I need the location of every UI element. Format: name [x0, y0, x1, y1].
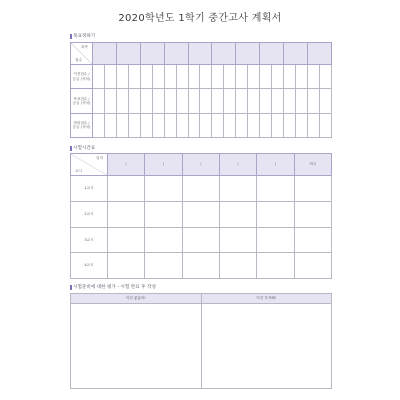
goal-corner-score: 점수: [75, 57, 82, 62]
date-header-cell[interactable]: /: [257, 154, 294, 176]
exam-cell[interactable]: [219, 176, 256, 202]
improve-notes-area[interactable]: [201, 304, 332, 389]
score-cell[interactable]: [284, 113, 296, 137]
score-cell[interactable]: [116, 65, 128, 89]
note-cell[interactable]: [294, 201, 331, 227]
exam-cell[interactable]: [108, 176, 145, 202]
rank-cell[interactable]: [152, 113, 164, 137]
rank-cell[interactable]: [295, 113, 307, 137]
rank-cell[interactable]: [176, 113, 188, 137]
goal-table: [70, 42, 332, 138]
rank-cell[interactable]: [104, 113, 116, 137]
exam-cell[interactable]: [257, 253, 294, 279]
score-cell[interactable]: [93, 89, 105, 113]
rank-cell[interactable]: [224, 113, 236, 137]
subject-header-cell[interactable]: [93, 43, 117, 65]
exam-cell[interactable]: [108, 253, 145, 279]
exam-cell[interactable]: [108, 227, 145, 253]
exam-cell[interactable]: [108, 201, 145, 227]
date-header-cell[interactable]: /: [182, 154, 219, 176]
schedule-corner-date: 일자: [96, 156, 103, 160]
rank-cell[interactable]: [248, 113, 260, 137]
section-marker-icon: [70, 146, 72, 151]
goal-row-label: 목표점수 / 등급 (석차): [71, 89, 93, 113]
subject-header-cell[interactable]: [212, 43, 236, 65]
score-cell[interactable]: [307, 65, 319, 89]
subject-header-cell[interactable]: [307, 43, 331, 65]
good-notes-area[interactable]: [71, 304, 202, 389]
rank-cell[interactable]: [152, 65, 164, 89]
score-cell[interactable]: [307, 89, 319, 113]
rank-cell[interactable]: [224, 89, 236, 113]
rank-cell[interactable]: [200, 89, 212, 113]
rank-cell[interactable]: [128, 113, 140, 137]
goal-section-title: 목표정하기: [73, 34, 96, 39]
exam-cell[interactable]: [182, 176, 219, 202]
rank-cell[interactable]: [248, 89, 260, 113]
score-cell[interactable]: [164, 65, 176, 89]
score-cell[interactable]: [260, 89, 272, 113]
exam-cell[interactable]: [219, 201, 256, 227]
goal-row-previous: [71, 65, 332, 89]
rank-cell[interactable]: [176, 65, 188, 89]
score-cell[interactable]: [260, 65, 272, 89]
section-marker-icon: [70, 34, 72, 39]
subject-header-cell[interactable]: [260, 43, 284, 65]
score-cell[interactable]: [212, 113, 224, 137]
exam-cell[interactable]: [145, 201, 182, 227]
score-cell[interactable]: [284, 89, 296, 113]
score-cell[interactable]: [212, 89, 224, 113]
score-cell[interactable]: [284, 65, 296, 89]
score-cell[interactable]: [140, 65, 152, 89]
schedule-section-title: 시험시간표: [73, 146, 96, 151]
review-table: [70, 293, 332, 389]
score-cell[interactable]: [93, 113, 105, 137]
rank-cell[interactable]: [200, 113, 212, 137]
goal-row-label: 이전점수 / 등급 (석차): [71, 65, 93, 89]
score-cell[interactable]: [236, 113, 248, 137]
goal-section-heading: [70, 33, 95, 39]
exam-cell[interactable]: [182, 253, 219, 279]
score-cell[interactable]: [116, 113, 128, 137]
rank-cell[interactable]: [295, 65, 307, 89]
score-cell[interactable]: [140, 89, 152, 113]
exam-cell[interactable]: [219, 253, 256, 279]
period-label: 3교시: [71, 227, 108, 253]
schedule-row: [71, 253, 332, 279]
period-label: 2교시: [71, 201, 108, 227]
subject-header-cell[interactable]: [140, 43, 164, 65]
schedule-section-heading: [70, 145, 95, 151]
exam-cell[interactable]: [145, 227, 182, 253]
review-section-title: 시험준비에 대한 평가 - 시험 완료 후 작성: [73, 285, 156, 290]
schedule-corner-period: 교시: [75, 168, 82, 173]
rank-cell[interactable]: [319, 89, 331, 113]
exam-cell[interactable]: [182, 227, 219, 253]
exam-cell[interactable]: [145, 253, 182, 279]
improve-header: 이건 부족해!: [201, 294, 332, 304]
exam-cell[interactable]: [182, 201, 219, 227]
score-cell[interactable]: [307, 113, 319, 137]
exam-cell[interactable]: [257, 227, 294, 253]
score-cell[interactable]: [140, 113, 152, 137]
rank-cell[interactable]: [319, 113, 331, 137]
score-cell[interactable]: [236, 89, 248, 113]
score-cell[interactable]: [236, 65, 248, 89]
goal-row-target: [71, 89, 332, 113]
schedule-row: [71, 227, 332, 253]
note-cell[interactable]: [294, 176, 331, 202]
score-cell[interactable]: [164, 89, 176, 113]
exam-cell[interactable]: [257, 201, 294, 227]
period-label: 4교시: [71, 253, 108, 279]
subject-header-cell[interactable]: [164, 43, 188, 65]
subject-header-cell[interactable]: [284, 43, 308, 65]
date-header-cell[interactable]: /: [108, 154, 145, 176]
rank-cell[interactable]: [295, 89, 307, 113]
exam-cell[interactable]: [145, 176, 182, 202]
page-title: 2020학년도 1학기 중간고사 계획서: [118, 13, 282, 24]
goal-row-label: 변화점수 / 등급 (석차): [71, 113, 93, 137]
rank-cell[interactable]: [104, 89, 116, 113]
rank-cell[interactable]: [272, 89, 284, 113]
rank-cell[interactable]: [272, 113, 284, 137]
good-header: 이건 좋았어!: [71, 294, 202, 304]
exam-cell[interactable]: [257, 176, 294, 202]
rank-cell[interactable]: [272, 65, 284, 89]
schedule-corner-cell: [71, 154, 108, 176]
score-cell[interactable]: [260, 113, 272, 137]
subject-header-cell[interactable]: [188, 43, 212, 65]
subject-header-cell[interactable]: [236, 43, 260, 65]
score-cell[interactable]: [93, 65, 105, 89]
rank-cell[interactable]: [319, 65, 331, 89]
schedule-row: [71, 201, 332, 227]
subject-header-cell[interactable]: [116, 43, 140, 65]
schedule-table: [70, 153, 332, 279]
score-cell[interactable]: [188, 113, 200, 137]
section-marker-icon: [70, 285, 72, 290]
period-label: 1교시: [71, 176, 108, 202]
rank-cell[interactable]: [248, 65, 260, 89]
score-cell[interactable]: [212, 65, 224, 89]
review-section-heading: [70, 284, 156, 290]
score-cell[interactable]: [188, 89, 200, 113]
schedule-row: [71, 176, 332, 202]
exam-cell[interactable]: [219, 227, 256, 253]
score-cell[interactable]: [188, 65, 200, 89]
note-header-cell: 비고: [294, 154, 331, 176]
rank-cell[interactable]: [104, 65, 116, 89]
rank-cell[interactable]: [128, 65, 140, 89]
rank-cell[interactable]: [176, 89, 188, 113]
rank-cell[interactable]: [224, 65, 236, 89]
rank-cell[interactable]: [152, 89, 164, 113]
rank-cell[interactable]: [128, 89, 140, 113]
score-cell[interactable]: [164, 113, 176, 137]
score-cell[interactable]: [116, 89, 128, 113]
note-cell[interactable]: [294, 253, 331, 279]
goal-corner-cell: [71, 43, 93, 65]
date-header-cell[interactable]: /: [145, 154, 182, 176]
goal-row-change: [71, 113, 332, 137]
goal-corner-subject: 과목: [81, 45, 88, 49]
date-header-cell[interactable]: /: [219, 154, 256, 176]
note-cell[interactable]: [294, 227, 331, 253]
rank-cell[interactable]: [200, 65, 212, 89]
